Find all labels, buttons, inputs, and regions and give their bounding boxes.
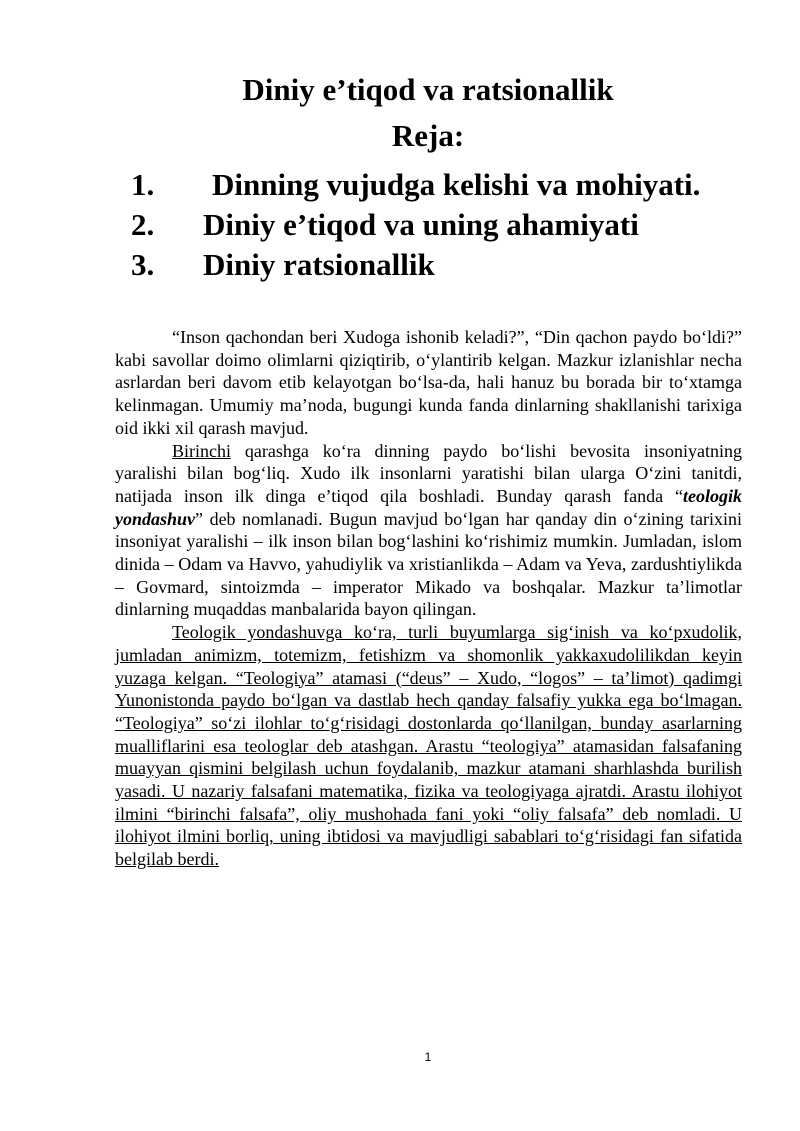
body-text — [115, 326, 742, 871]
paragraph-text: ” deb nomlanadi. Bugun mavjud bo‘lgan har qanday din o‘zining tarixini insoniyat yaralishi – ilk inson bilan bog‘lashini ko‘rishimiz mumkin. Jumladan, islom dinida – Odam va Havvo, yahudiylik va xristianlikda – Adam va Yeva, zardushtiylikda – Govmard, sintoizmda – imperator Mikado va boshqalar. Mazkur ta’limotlar dinlarning muqaddas manbalarida bayon qilingan. — [115, 508, 742, 620]
page-number: 1 — [424, 1050, 432, 1064]
plan-item-text: Diniy e’tiqod va uning ahamiyati — [203, 207, 639, 242]
plan-item-text: Diniy ratsionallik — [203, 247, 435, 282]
plan-list — [131, 165, 700, 285]
paragraph-first-view — [115, 440, 742, 622]
plan-item-text: Dinning vujudga kelishi va mohiyati. — [212, 167, 701, 202]
paragraph-intro: “Inson qachondan beri Xudoga ishonib keladi?”, “Din qachon paydo bo‘ldi?” kabi savollar doimo olimlarni qiziqtirib, o‘ylantirib kelgan. Mazkur izlanishlar necha asrlardan beri davom etib kelayotgan bo‘lsa-da, hali hanuz bu borada bir to‘xtamga kelinmagan. Umumiy ma’noda, bugungi kunda fanda dinlarning shakllanishi tarixiga oid ikki xil qarash mavjud. — [115, 327, 742, 438]
plan-item — [131, 245, 700, 285]
underlined-word: Birinchi — [172, 440, 231, 461]
document-title: Diniy e’tiqod va ratsionallik — [242, 72, 614, 107]
plan-item-number: 1. — [131, 167, 155, 202]
plan-item-number: 2. — [131, 207, 155, 242]
plan-heading: Reja: — [391, 118, 465, 153]
plan-item — [131, 205, 700, 245]
emphasized-term: teologik yondashuv — [115, 485, 742, 529]
paragraph-theology: Teologik yondashuvga ko‘ra, turli buyumlarga sig‘inish va ko‘pxudolik, jumladan animizm, totemizm, fetishizm va shomonlik yakkaxudolilikdan keyin yuzaga kelgan. “Teologiya” atamasi (“deus” – Xudo, “logos” – ta’limot) qadimgi Yunonistonda paydo bo‘lgan va dastlab hech qanday falsafiy yukka ega bo‘lmagan. “Teologiya” so‘zi ilohlar to‘g‘risidagi dostonlarda qo‘llanilgan, bunday asarlarning mualliflarini esa teologlar deb atashgan. Arastu “teologiya” atamasidan falsafaning muayyan qismini belgilash uchun foydalanib, mazkur atamani sharhlashda burilish yasadi. U nazariy falsafani matematika, fizika va teologiyaga ajratdi. Arastu ilohiyot ilmini “birinchi falsafa”, oliy mushohada fani yoki “oliy falsafa” deb nomladi. U ilohiyot ilmini borliq, uning ibtidosi va mavjudligi sabablari to‘g‘risidagi fan sifatida belgilab berdi. — [115, 622, 742, 870]
plan-item — [131, 165, 700, 205]
paragraph-text: qarashga ko‘ra dinning paydo bo‘lishi bevosita insoniyatning yaralishi bilan bog‘liq. Xudo ilk insonlarni yaratishi bilan ularga O‘zini tanitdi, natijada inson ilk dinga e’tiqod qila boshladi. Bunday qarash fanda “ — [115, 440, 742, 506]
plan-item-number: 3. — [131, 247, 155, 282]
